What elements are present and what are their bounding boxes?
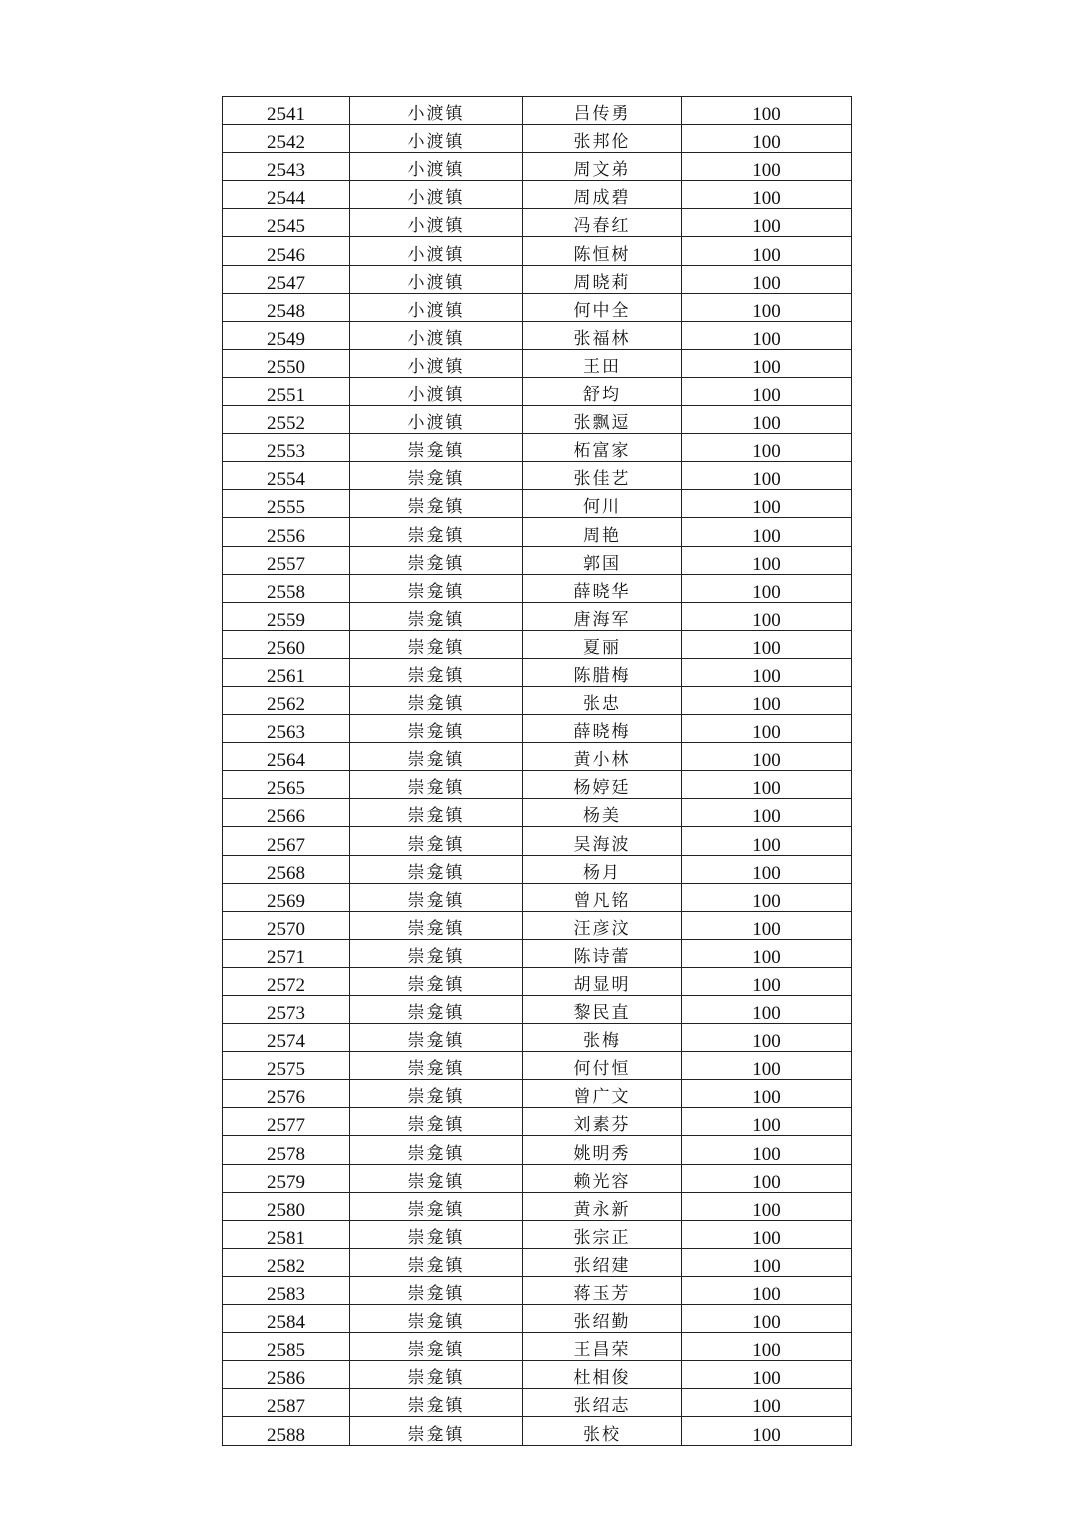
row-number-cell: 2542 (223, 125, 350, 153)
town-cell: 崇龛镇 (350, 1389, 523, 1417)
town-cell: 小渡镇 (350, 209, 523, 237)
town-cell: 小渡镇 (350, 265, 523, 293)
town-cell: 崇龛镇 (350, 1108, 523, 1136)
table-row (223, 97, 852, 125)
town-cell: 崇龛镇 (350, 574, 523, 602)
name-cell: 曾凡铭 (523, 883, 682, 911)
name-cell: 唐海军 (523, 602, 682, 630)
town-cell: 崇龛镇 (350, 1276, 523, 1304)
row-number-cell: 2557 (223, 546, 350, 574)
table-row (223, 630, 852, 658)
name-cell: 何川 (523, 490, 682, 518)
town-cell: 崇龛镇 (350, 462, 523, 490)
table-row (223, 153, 852, 181)
name-cell: 陈恒树 (523, 237, 682, 265)
row-number-cell: 2578 (223, 1136, 350, 1164)
row-number-cell: 2581 (223, 1220, 350, 1248)
row-number-cell: 2560 (223, 630, 350, 658)
table-row (223, 1220, 852, 1248)
table-row (223, 602, 852, 630)
amount-cell: 100 (682, 574, 852, 602)
row-number-cell: 2548 (223, 293, 350, 321)
table-row (223, 715, 852, 743)
name-cell: 夏丽 (523, 630, 682, 658)
town-cell: 崇龛镇 (350, 1361, 523, 1389)
name-cell: 汪彦汶 (523, 911, 682, 939)
amount-cell: 100 (682, 1164, 852, 1192)
row-number-cell: 2553 (223, 434, 350, 462)
name-cell: 王昌荣 (523, 1333, 682, 1361)
row-number-cell: 2572 (223, 967, 350, 995)
name-cell: 陈诗蕾 (523, 939, 682, 967)
table-row (223, 967, 852, 995)
amount-cell: 100 (682, 1080, 852, 1108)
row-number-cell: 2583 (223, 1276, 350, 1304)
name-cell: 张佳艺 (523, 462, 682, 490)
row-number-cell: 2563 (223, 715, 350, 743)
amount-cell: 100 (682, 715, 852, 743)
row-number-cell: 2585 (223, 1333, 350, 1361)
name-cell: 张宗正 (523, 1220, 682, 1248)
town-cell: 崇龛镇 (350, 602, 523, 630)
amount-cell: 100 (682, 1248, 852, 1276)
table-row (223, 518, 852, 546)
amount-cell: 100 (682, 686, 852, 714)
name-cell: 张绍勤 (523, 1305, 682, 1333)
town-cell: 小渡镇 (350, 237, 523, 265)
town-cell: 崇龛镇 (350, 911, 523, 939)
row-number-cell: 2545 (223, 209, 350, 237)
row-number-cell: 2552 (223, 406, 350, 434)
name-cell: 杨婷廷 (523, 771, 682, 799)
name-cell: 张福林 (523, 321, 682, 349)
row-number-cell: 2573 (223, 996, 350, 1024)
table-row (223, 743, 852, 771)
table-row (223, 939, 852, 967)
amount-cell: 100 (682, 743, 852, 771)
table-row (223, 434, 852, 462)
table-row (223, 321, 852, 349)
amount-cell: 100 (682, 1220, 852, 1248)
amount-cell: 100 (682, 911, 852, 939)
name-cell: 张忠 (523, 686, 682, 714)
name-cell: 周成碧 (523, 181, 682, 209)
table-row (223, 1417, 852, 1445)
table-row (223, 265, 852, 293)
table-row (223, 237, 852, 265)
table-row (223, 574, 852, 602)
town-cell: 崇龛镇 (350, 1248, 523, 1276)
table-row (223, 181, 852, 209)
town-cell: 小渡镇 (350, 321, 523, 349)
name-cell: 刘素芬 (523, 1108, 682, 1136)
town-cell: 崇龛镇 (350, 1052, 523, 1080)
row-number-cell: 2546 (223, 237, 350, 265)
town-cell: 小渡镇 (350, 181, 523, 209)
name-cell: 张绍志 (523, 1389, 682, 1417)
table-row (223, 406, 852, 434)
table-row (223, 490, 852, 518)
name-cell: 黎民直 (523, 996, 682, 1024)
amount-cell: 100 (682, 883, 852, 911)
town-cell: 崇龛镇 (350, 546, 523, 574)
amount-cell: 100 (682, 967, 852, 995)
row-number-cell: 2551 (223, 377, 350, 405)
amount-cell: 100 (682, 1192, 852, 1220)
town-cell: 崇龛镇 (350, 967, 523, 995)
town-cell: 崇龛镇 (350, 686, 523, 714)
town-cell: 崇龛镇 (350, 996, 523, 1024)
town-cell: 小渡镇 (350, 125, 523, 153)
name-cell: 赖光容 (523, 1164, 682, 1192)
town-cell: 崇龛镇 (350, 518, 523, 546)
table-row (223, 1389, 852, 1417)
town-cell: 小渡镇 (350, 377, 523, 405)
table-row (223, 1024, 852, 1052)
row-number-cell: 2562 (223, 686, 350, 714)
amount-cell: 100 (682, 546, 852, 574)
name-cell: 吕传勇 (523, 97, 682, 125)
town-cell: 崇龛镇 (350, 1333, 523, 1361)
town-cell: 崇龛镇 (350, 1080, 523, 1108)
town-cell: 崇龛镇 (350, 1192, 523, 1220)
name-cell: 胡显明 (523, 967, 682, 995)
name-cell: 张飘逗 (523, 406, 682, 434)
amount-cell: 100 (682, 377, 852, 405)
name-cell: 吴海波 (523, 827, 682, 855)
town-cell: 崇龛镇 (350, 1136, 523, 1164)
name-cell: 柘富家 (523, 434, 682, 462)
amount-cell: 100 (682, 209, 852, 237)
amount-cell: 100 (682, 490, 852, 518)
row-number-cell: 2558 (223, 574, 350, 602)
table-row (223, 462, 852, 490)
amount-cell: 100 (682, 855, 852, 883)
town-cell: 崇龛镇 (350, 827, 523, 855)
table-row (223, 911, 852, 939)
table-row (223, 1052, 852, 1080)
table-row (223, 546, 852, 574)
table-row (223, 1305, 852, 1333)
table-row (223, 349, 852, 377)
row-number-cell: 2580 (223, 1192, 350, 1220)
name-cell: 张校 (523, 1417, 682, 1445)
amount-cell: 100 (682, 1052, 852, 1080)
row-number-cell: 2541 (223, 97, 350, 125)
name-cell: 郭国 (523, 546, 682, 574)
row-number-cell: 2577 (223, 1108, 350, 1136)
name-cell: 张梅 (523, 1024, 682, 1052)
amount-cell: 100 (682, 771, 852, 799)
row-number-cell: 2544 (223, 181, 350, 209)
amount-cell: 100 (682, 1108, 852, 1136)
name-cell: 舒均 (523, 377, 682, 405)
row-number-cell: 2574 (223, 1024, 350, 1052)
table-row (223, 771, 852, 799)
name-cell: 姚明秀 (523, 1136, 682, 1164)
amount-cell: 100 (682, 462, 852, 490)
town-cell: 崇龛镇 (350, 715, 523, 743)
table-row (223, 996, 852, 1024)
amount-cell: 100 (682, 293, 852, 321)
row-number-cell: 2550 (223, 349, 350, 377)
row-number-cell: 2561 (223, 658, 350, 686)
town-cell: 崇龛镇 (350, 1024, 523, 1052)
name-cell: 周文弟 (523, 153, 682, 181)
amount-cell: 100 (682, 406, 852, 434)
name-cell: 周晓莉 (523, 265, 682, 293)
town-cell: 崇龛镇 (350, 883, 523, 911)
table-row (223, 686, 852, 714)
town-cell: 崇龛镇 (350, 743, 523, 771)
row-number-cell: 2584 (223, 1305, 350, 1333)
amount-cell: 100 (682, 827, 852, 855)
row-number-cell: 2582 (223, 1248, 350, 1276)
row-number-cell: 2547 (223, 265, 350, 293)
name-cell: 薛晓梅 (523, 715, 682, 743)
amount-cell: 100 (682, 434, 852, 462)
amount-cell: 100 (682, 996, 852, 1024)
town-cell: 小渡镇 (350, 153, 523, 181)
name-cell: 张绍建 (523, 1248, 682, 1276)
amount-cell: 100 (682, 1136, 852, 1164)
row-number-cell: 2588 (223, 1417, 350, 1445)
row-number-cell: 2549 (223, 321, 350, 349)
table-row (223, 827, 852, 855)
amount-cell: 100 (682, 1417, 852, 1445)
row-number-cell: 2554 (223, 462, 350, 490)
amount-cell: 100 (682, 518, 852, 546)
table-row (223, 293, 852, 321)
name-cell: 黄小林 (523, 743, 682, 771)
amount-cell: 100 (682, 97, 852, 125)
amount-cell: 100 (682, 1389, 852, 1417)
amount-cell: 100 (682, 1361, 852, 1389)
name-cell: 陈腊梅 (523, 658, 682, 686)
town-cell: 崇龛镇 (350, 1417, 523, 1445)
name-cell: 杨美 (523, 799, 682, 827)
row-number-cell: 2568 (223, 855, 350, 883)
amount-cell: 100 (682, 1276, 852, 1304)
row-number-cell: 2556 (223, 518, 350, 546)
amount-cell: 100 (682, 321, 852, 349)
town-cell: 崇龛镇 (350, 1220, 523, 1248)
table-row (223, 125, 852, 153)
table-row (223, 855, 852, 883)
name-cell: 何付恒 (523, 1052, 682, 1080)
amount-cell: 100 (682, 658, 852, 686)
roster-table (222, 96, 852, 1446)
table-row (223, 1080, 852, 1108)
table-row (223, 1108, 852, 1136)
row-number-cell: 2543 (223, 153, 350, 181)
town-cell: 小渡镇 (350, 97, 523, 125)
town-cell: 崇龛镇 (350, 771, 523, 799)
row-number-cell: 2575 (223, 1052, 350, 1080)
town-cell: 崇龛镇 (350, 490, 523, 518)
name-cell: 薛晓华 (523, 574, 682, 602)
name-cell: 杨月 (523, 855, 682, 883)
town-cell: 崇龛镇 (350, 799, 523, 827)
town-cell: 小渡镇 (350, 293, 523, 321)
amount-cell: 100 (682, 939, 852, 967)
amount-cell: 100 (682, 237, 852, 265)
town-cell: 小渡镇 (350, 406, 523, 434)
table-row (223, 1361, 852, 1389)
roster-table-body (223, 97, 852, 1446)
table-row (223, 1136, 852, 1164)
table-row (223, 209, 852, 237)
amount-cell: 100 (682, 125, 852, 153)
amount-cell: 100 (682, 1333, 852, 1361)
row-number-cell: 2587 (223, 1389, 350, 1417)
town-cell: 崇龛镇 (350, 855, 523, 883)
row-number-cell: 2571 (223, 939, 350, 967)
table-row (223, 1276, 852, 1304)
row-number-cell: 2555 (223, 490, 350, 518)
amount-cell: 100 (682, 1024, 852, 1052)
table-row (223, 799, 852, 827)
town-cell: 崇龛镇 (350, 658, 523, 686)
name-cell: 冯春红 (523, 209, 682, 237)
row-number-cell: 2559 (223, 602, 350, 630)
row-number-cell: 2586 (223, 1361, 350, 1389)
table-row (223, 1192, 852, 1220)
row-number-cell: 2566 (223, 799, 350, 827)
name-cell: 张邦伦 (523, 125, 682, 153)
name-cell: 黄永新 (523, 1192, 682, 1220)
table-row (223, 1164, 852, 1192)
amount-cell: 100 (682, 349, 852, 377)
name-cell: 何中全 (523, 293, 682, 321)
amount-cell: 100 (682, 265, 852, 293)
amount-cell: 100 (682, 602, 852, 630)
town-cell: 崇龛镇 (350, 1305, 523, 1333)
town-cell: 崇龛镇 (350, 630, 523, 658)
town-cell: 崇龛镇 (350, 1164, 523, 1192)
table-row (223, 377, 852, 405)
table-row (223, 1248, 852, 1276)
town-cell: 崇龛镇 (350, 434, 523, 462)
town-cell: 崇龛镇 (350, 939, 523, 967)
row-number-cell: 2569 (223, 883, 350, 911)
row-number-cell: 2564 (223, 743, 350, 771)
name-cell: 周艳 (523, 518, 682, 546)
name-cell: 曾广文 (523, 1080, 682, 1108)
table-row (223, 1333, 852, 1361)
row-number-cell: 2565 (223, 771, 350, 799)
row-number-cell: 2576 (223, 1080, 350, 1108)
town-cell: 小渡镇 (350, 349, 523, 377)
amount-cell: 100 (682, 181, 852, 209)
name-cell: 蒋玉芳 (523, 1276, 682, 1304)
name-cell: 杜相俊 (523, 1361, 682, 1389)
amount-cell: 100 (682, 1305, 852, 1333)
row-number-cell: 2570 (223, 911, 350, 939)
amount-cell: 100 (682, 799, 852, 827)
amount-cell: 100 (682, 153, 852, 181)
row-number-cell: 2567 (223, 827, 350, 855)
row-number-cell: 2579 (223, 1164, 350, 1192)
amount-cell: 100 (682, 630, 852, 658)
table-row (223, 883, 852, 911)
name-cell: 王田 (523, 349, 682, 377)
table-row (223, 658, 852, 686)
